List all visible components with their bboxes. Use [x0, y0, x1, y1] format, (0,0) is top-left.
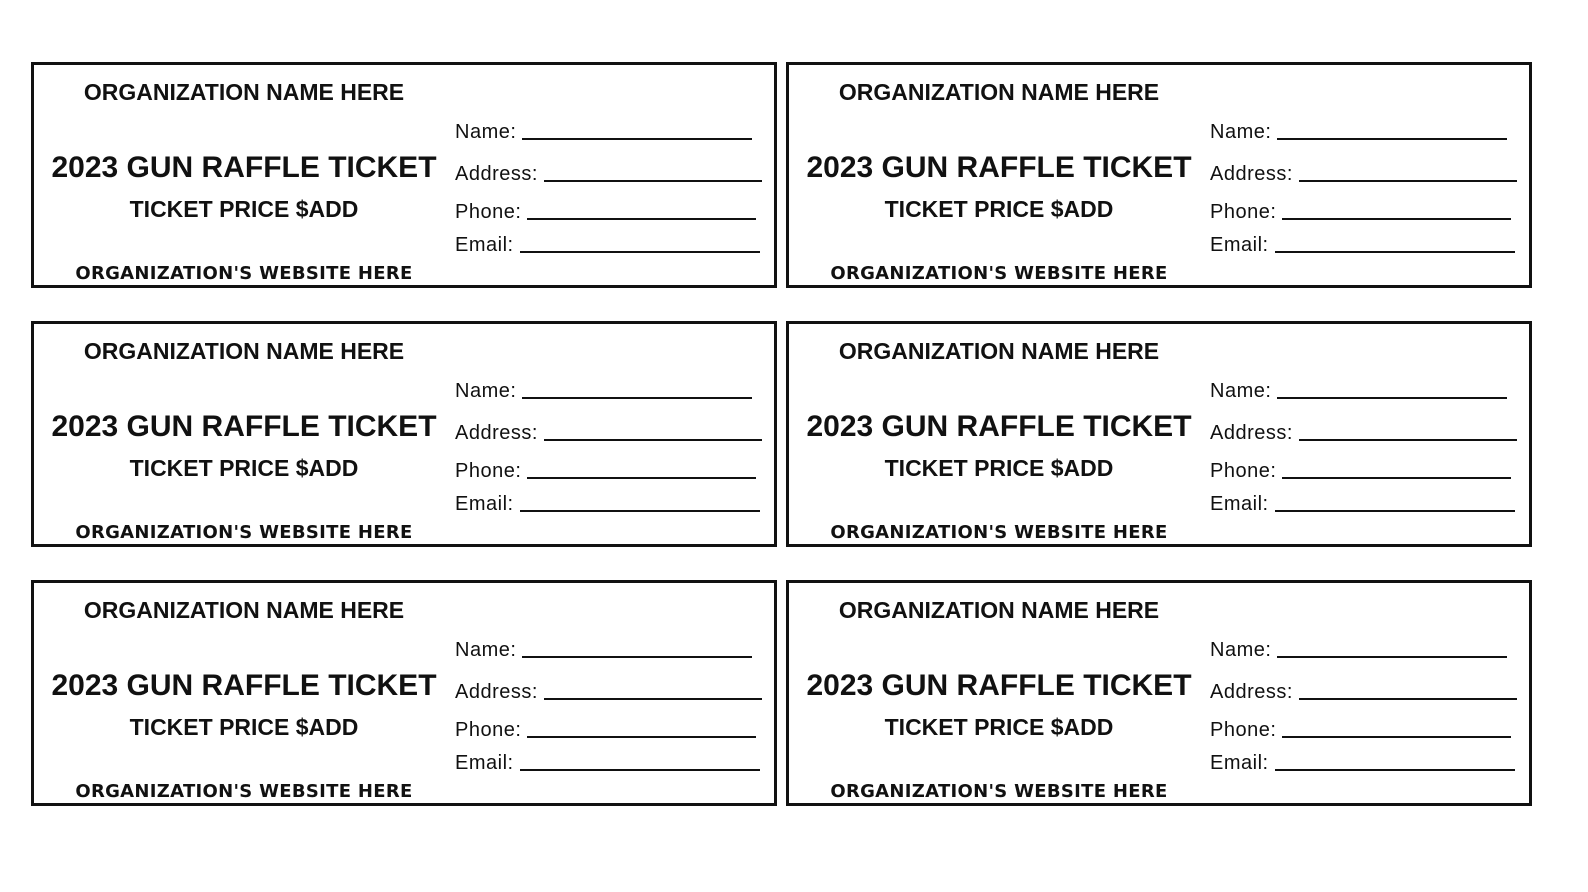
phone-field [1210, 197, 1511, 223]
name-label: Name: [1210, 121, 1272, 143]
email-blank-line[interactable] [1275, 490, 1515, 512]
address-blank-line[interactable] [544, 678, 762, 700]
raffle-ticket [786, 62, 1532, 288]
address-blank-line[interactable] [1299, 678, 1517, 700]
organization-name: ORGANIZATION NAME HERE [838, 597, 1160, 623]
address-field [455, 159, 762, 185]
email-field [455, 489, 760, 515]
phone-field [455, 197, 756, 223]
organization-name: ORGANIZATION NAME HERE [838, 79, 1160, 105]
email-field [1210, 489, 1515, 515]
name-label: Name: [1210, 380, 1272, 402]
organization-name: ORGANIZATION NAME HERE [83, 79, 405, 105]
email-field [455, 230, 760, 256]
email-blank-line[interactable] [1275, 749, 1515, 771]
email-label: Email: [1210, 493, 1269, 515]
email-field [1210, 230, 1515, 256]
raffle-ticket [786, 580, 1532, 806]
organization-name: ORGANIZATION NAME HERE [83, 338, 405, 364]
phone-field [1210, 715, 1511, 741]
address-label: Address: [455, 681, 538, 703]
email-label: Email: [1210, 234, 1269, 256]
organization-name: ORGANIZATION NAME HERE [838, 338, 1160, 364]
address-label: Address: [455, 163, 538, 185]
address-field [1210, 159, 1517, 185]
address-field [1210, 418, 1517, 444]
name-blank-line[interactable] [1277, 118, 1507, 140]
address-blank-line[interactable] [544, 419, 762, 441]
organization-website: ORGANIZATION'S WEBSITE HERE [75, 263, 413, 284]
phone-blank-line[interactable] [1282, 198, 1511, 220]
ticket-price: TICKET PRICE $ADD [129, 455, 359, 481]
raffle-ticket [31, 62, 777, 288]
phone-blank-line[interactable] [527, 198, 756, 220]
email-blank-line[interactable] [520, 490, 760, 512]
organization-website: ORGANIZATION'S WEBSITE HERE [830, 263, 1168, 284]
ticket-title: 2023 GUN RAFFLE TICKET [806, 151, 1192, 184]
name-field [1210, 635, 1507, 661]
name-blank-line[interactable] [1277, 636, 1507, 658]
name-field [1210, 376, 1507, 402]
raffle-ticket [31, 580, 777, 806]
phone-field [1210, 456, 1511, 482]
organization-website: ORGANIZATION'S WEBSITE HERE [830, 522, 1168, 543]
ticket-title: 2023 GUN RAFFLE TICKET [51, 669, 437, 702]
email-label: Email: [455, 752, 514, 774]
email-blank-line[interactable] [520, 231, 760, 253]
address-blank-line[interactable] [1299, 160, 1517, 182]
address-label: Address: [1210, 163, 1293, 185]
phone-blank-line[interactable] [527, 716, 756, 738]
ticket-price: TICKET PRICE $ADD [129, 196, 359, 222]
phone-blank-line[interactable] [1282, 457, 1511, 479]
phone-blank-line[interactable] [1282, 716, 1511, 738]
phone-field [455, 456, 756, 482]
name-label: Name: [455, 121, 517, 143]
name-field [455, 117, 752, 143]
name-field [1210, 117, 1507, 143]
ticket-title: 2023 GUN RAFFLE TICKET [806, 410, 1192, 443]
email-label: Email: [455, 493, 514, 515]
address-blank-line[interactable] [544, 160, 762, 182]
phone-label: Phone: [455, 201, 522, 223]
email-blank-line[interactable] [520, 749, 760, 771]
ticket-title: 2023 GUN RAFFLE TICKET [51, 151, 437, 184]
name-blank-line[interactable] [522, 377, 752, 399]
phone-label: Phone: [455, 719, 522, 741]
name-label: Name: [1210, 639, 1272, 661]
phone-label: Phone: [1210, 201, 1277, 223]
organization-website: ORGANIZATION'S WEBSITE HERE [75, 522, 413, 543]
phone-label: Phone: [1210, 719, 1277, 741]
address-label: Address: [455, 422, 538, 444]
address-field [455, 677, 762, 703]
email-field [455, 748, 760, 774]
ticket-price: TICKET PRICE $ADD [884, 714, 1114, 740]
address-field [455, 418, 762, 444]
ticket-price: TICKET PRICE $ADD [129, 714, 359, 740]
name-blank-line[interactable] [522, 636, 752, 658]
address-label: Address: [1210, 422, 1293, 444]
organization-name: ORGANIZATION NAME HERE [83, 597, 405, 623]
address-field [1210, 677, 1517, 703]
ticket-price: TICKET PRICE $ADD [884, 196, 1114, 222]
email-label: Email: [1210, 752, 1269, 774]
name-blank-line[interactable] [522, 118, 752, 140]
ticket-title: 2023 GUN RAFFLE TICKET [51, 410, 437, 443]
address-blank-line[interactable] [1299, 419, 1517, 441]
name-blank-line[interactable] [1277, 377, 1507, 399]
name-label: Name: [455, 639, 517, 661]
raffle-ticket [31, 321, 777, 547]
name-field [455, 376, 752, 402]
phone-blank-line[interactable] [527, 457, 756, 479]
phone-label: Phone: [455, 460, 522, 482]
name-label: Name: [455, 380, 517, 402]
email-blank-line[interactable] [1275, 231, 1515, 253]
phone-label: Phone: [1210, 460, 1277, 482]
email-field [1210, 748, 1515, 774]
address-label: Address: [1210, 681, 1293, 703]
name-field [455, 635, 752, 661]
ticket-price: TICKET PRICE $ADD [884, 455, 1114, 481]
raffle-ticket [786, 321, 1532, 547]
ticket-title: 2023 GUN RAFFLE TICKET [806, 669, 1192, 702]
phone-field [455, 715, 756, 741]
email-label: Email: [455, 234, 514, 256]
organization-website: ORGANIZATION'S WEBSITE HERE [75, 781, 413, 802]
organization-website: ORGANIZATION'S WEBSITE HERE [830, 781, 1168, 802]
